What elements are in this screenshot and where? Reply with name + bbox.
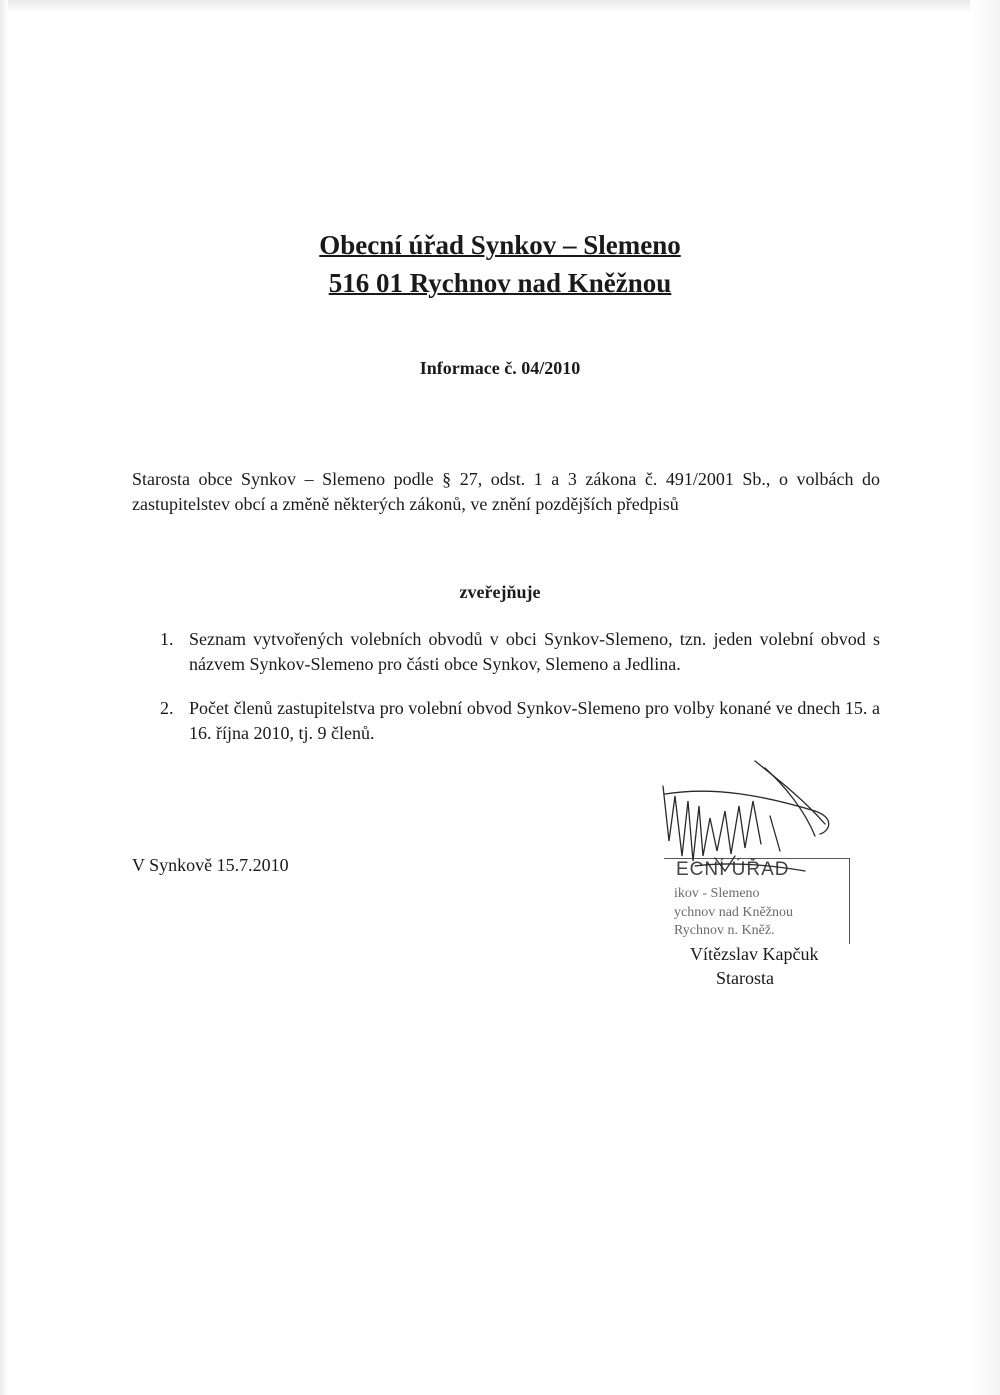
place-date: V Synkově 15.7.2010 [132, 855, 289, 875]
publish-heading: zveřejňuje [459, 582, 541, 602]
office-address-heading: 516 01 Rychnov nad Kněžnou [328, 268, 672, 298]
list-item-number: 1. [160, 629, 174, 649]
stamp-line-1: ECNÍ ÚŘAD [676, 859, 790, 880]
signatory-role: Starosta [716, 968, 774, 988]
signatory-name: Vítězslav Kapčuk [690, 944, 819, 964]
handwritten-signature [655, 756, 845, 876]
stamp-line-3: ychnov nad Kněžnou [674, 905, 793, 920]
document-number: Informace č. 04/2010 [419, 358, 581, 378]
scan-edge-left [0, 0, 8, 1395]
list-item [160, 627, 880, 677]
list-item-text: Seznam vytvořených volebních obvodů v obci Synkov-Slemeno, tzn. jeden volební obvod s názvem Synkov-Slemeno pro části obce Synkov, Slemeno a Jedlina. [189, 629, 880, 674]
intro-paragraph: Starosta obce Synkov – Slemeno podle § 27, odst. 1 a 3 zákona č. 491/2001 Sb., o volbách do zastupitelstev obcí a změně některých zákonů, ve znění pozdějších předpisů [132, 469, 880, 514]
list-item-text: Počet členů zastupitelstva pro volební obvod Synkov-Slemeno pro volby konané ve dnech 15. a 16. října 2010, tj. 9 členů. [189, 698, 880, 743]
list-item-number: 2. [160, 698, 174, 718]
list-item [160, 696, 880, 746]
office-name-heading: Obecní úřad Synkov – Slemeno [319, 230, 681, 260]
scan-edge-right [970, 0, 1000, 1395]
scan-edge-top [0, 0, 1000, 12]
stamp-line-2: ikov - Slemeno [674, 886, 760, 901]
stamp-line-4: Rychnov n. Kněž. [674, 923, 775, 938]
